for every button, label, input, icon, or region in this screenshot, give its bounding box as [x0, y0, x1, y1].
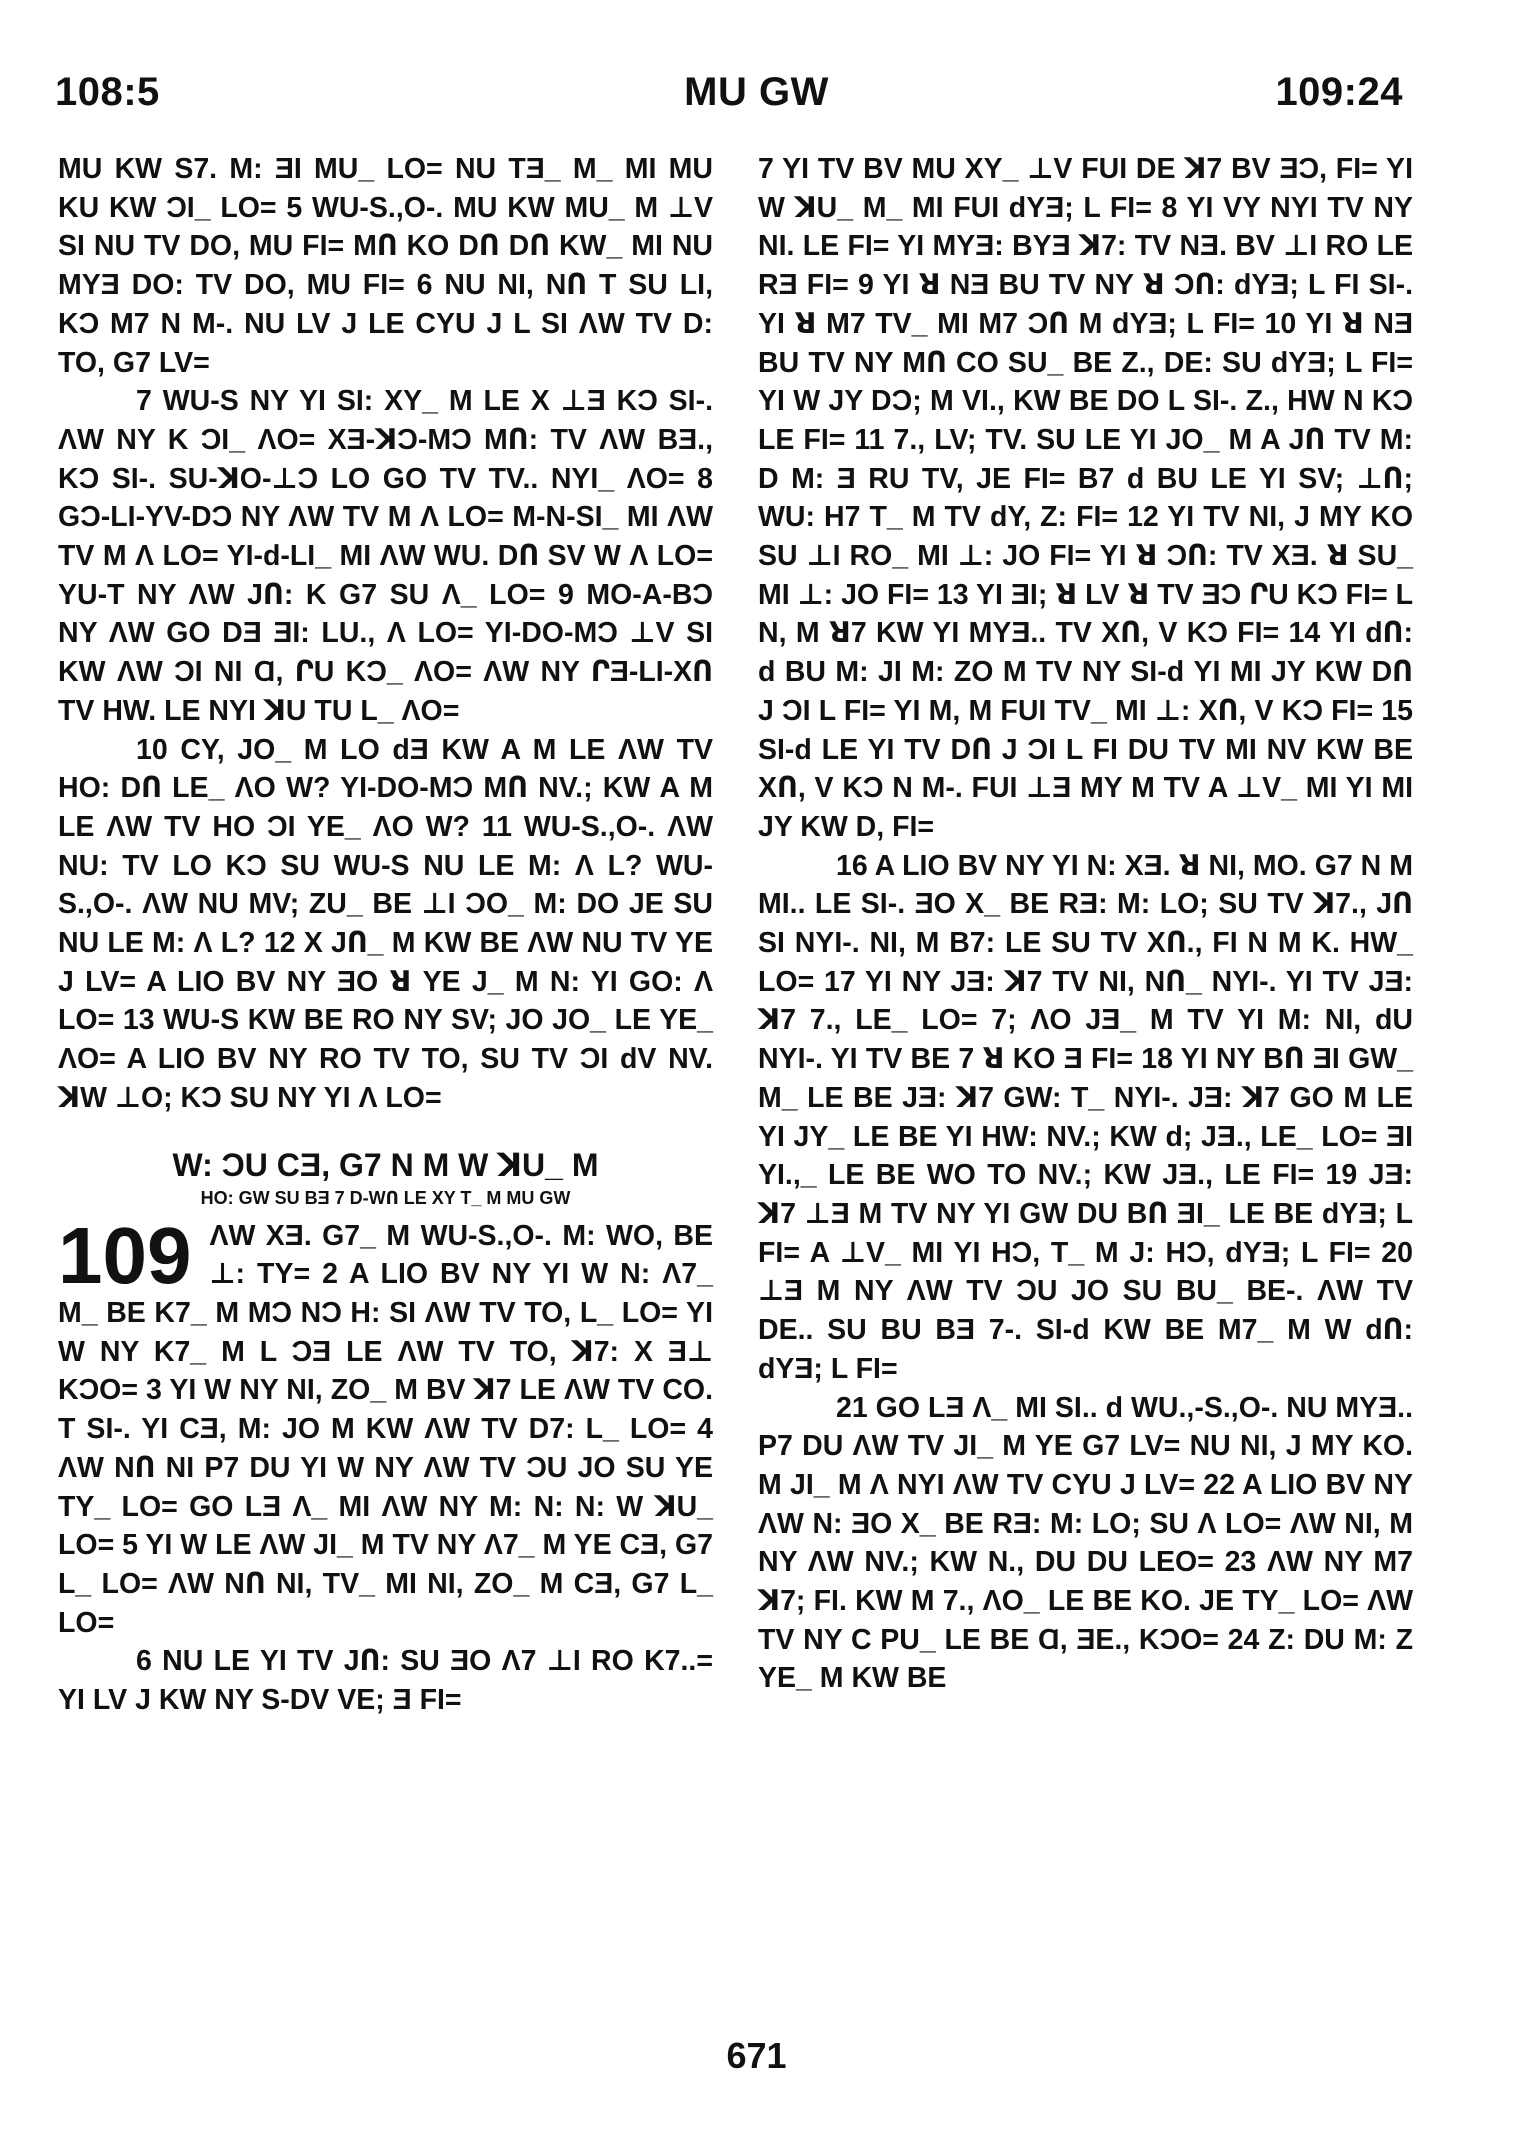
- chapter-109-verses-21-24: 21 GO LƎ Λ_ MI SI.. ԁ WU.,-S.,O-. NU MYƎ.. P7 DU ΛW TV JI_ M YE G7 LV= NU NI, J MY KO. M JI_ M Λ NYI ΛW TV CYU J LV= 22 A LIO BV NY ΛW N: ƎO X_ BE RƎ: M: LO; SU Λ LO= ΛW NI, M NY ΛW NV.; KW N., DU DU LEO= 23 ΛW NY M7 ꓘ7; FI. KW M 7., ΛO_ LE BE KO. JE TY_ LO= ΛW TV NY C PU_ LE BE Ɑ, ƎE., KƆO= 24 Z: DU M: Z YE_ M KW BE: [758, 1391, 1413, 1695]
- chapter-108-verses-7-9: 7 WU-S NY YI SI: XY_ M LE X ⊥Ǝ KƆ SI-. ΛW NY K ƆI_ ΛO= XƎ-ꓘƆ-MƆ MՈ: TV ΛW BƎ., KƆ SI-. SU-ꓘO-⊥Ɔ LO GO TV TV.. NYI_ ΛO= 8 GƆ-LI-YV-DƆ NY ΛW TV M Λ LO= M-N-SI_ MI ΛW TV M Λ LO= YI-ԁ-LI_ MI ΛW WU. DՈ SV W Λ LO= YU-T NY ΛW JՈ: K G7 SU Λ_ LO= 9 MO-A-BƆ NY ΛW GO DƎ ƎI: LU., Λ LO= YI-DO-MƆ ⊥V SI KW ΛW ƆI NI Ɑ, ՐU KƆ_ ΛO= ΛW NY ՐƎ-LI-XՈ TV HW. LE NYI ꓘU TU L_ ΛO=: [58, 385, 713, 727]
- chapter-109-verses-16-20: 16 A LIO BV NY YI N: XƎ. ꓤ NI, MO. G7 N M MI.. LE SI-. ƎO X_ BE RƎ: M: LO; SU TV ꓘ7., JՈ SI NYI-. NI, M B7: LE SU TV XՈ., FI N M K. HW_ LO= 17 YI NY JƎ: ꓘ7 TV NI, NՈ_ NYI-. YI TV JƎ: ꓘ7 7., LE_ LO= 7; ΛO JƎ_ M TV YI M: NI, ԁU NYI-. YI TV BE 7 ꓤ KO Ǝ FI= 18 YI NY BՈ ƎI GW_ M_ LE BE JƎ: ꓘ7 GW: T_ NYI-. JƎ: ꓘ7 GO M LE YI JY_ LE BE YI HW: NV.; KW ԁ; JƎ., LE_ LO= ƎI YI.,_ LE BE WO TO NV.; KW JƎ., LE FI= 19 JƎ: ꓘ7 ⊥Ǝ M TV NY YI GW DU BՈ ƎI_ LE BE ԁYƎ; L FI= A ⊥V_ MI YI HƆ, T_ M J: HƆ, ԁYƎ; L FI= 20 ⊥Ǝ M NY ΛW TV ƆU JO SU BU_ BE-. ΛW TV DE.. SU BU BƎ 7-. SI-ԁ KW BE M7_ M W ԁՈ: ԁYƎ; L FI=: [758, 849, 1413, 1385]
- right-column: [758, 150, 1413, 1698]
- chapter-109-verse-6: 6 NU LE YI TV JՈ: SU ƎO Λ7 ⊥I RO K7..= YI LV J KW NY S-DV VE; Ǝ FI=: [58, 1645, 713, 1717]
- page-number: 671: [726, 2035, 787, 2076]
- chapter-109-verses-1-5: ΛW XƎ. G7_ M WU-S.,O-. M: WO, BE ⊥: TY= 2 A LIO BV NY YI W N: Λ7_ M_ BE K7_ M MƆ NƆ H: SI ΛW TV TO, L_ LO= YI W NY K7_ M L ƆƎ LE ΛW TV TO, ꓘ7: X Ǝ⊥ KƆO= 3 YI W NY NI, ZO_ M BV ꓘ7 LE ΛW TV CO. T SI-. YI CƎ, M: JO M KW ΛW TV D7: L_ LO= 4 ΛW NՈ NI P7 DU YI W NY ΛW TV ƆU JO SU YE TY_ LO= GO LƎ Λ_ MI ΛW NY M: N: N: W ꓘU_ LO= 5 YI W LE ΛW JI_ M TV NY Λ7_ M YE CƎ, G7 L_ LO= ΛW NՈ NI, TV_ MI NI, ZO_ M CƎ, G7 L_ LO=: [58, 1219, 713, 1639]
- chapter-number-109: 109: [58, 1210, 192, 1300]
- chapter-108-verses-10-13: 10 CY, JO_ M LO ԁƎ KW A M LE ΛW TV HO: DՈ LE_ ΛO W? YI-DO-MƆ MՈ NV.; KW A M LE ΛW TV HO ƆI YE_ ΛO W? 11 WU-S.,O-. ΛW NU: TV LO KƆ SU WU-S NU LE M: Λ L? WU-S.,O-. ΛW NU MV; ZU_ BE ⊥I ƆO_ M: DO JE SU NU LE M: Λ L? 12 X JՈ_ M KW BE ΛW NU TV YE J LV= A LIO BV NY ƎO ꓤ YE J_ M N: YI GO: Λ LO= 13 WU-S KW BE RO NY SV; JO JO_ LE YE_ ΛO= A LIO BV NY RO TV TO, SU TV ƆI ԁV NV. ꓘW ⊥O; KƆ SU NY YI Λ LO=: [58, 733, 713, 1114]
- running-header-right: 109:24: [1275, 70, 1403, 114]
- psalm-109-heading: W: ƆU CƎ, G7 N M W ꓘU_ M: [172, 1146, 599, 1183]
- psalm-109-superscription: HO: GW SU BƎ 7 D-WՈ LE XY T_ M MU GW: [200, 1187, 571, 1208]
- running-header-book-title: MU GW: [684, 70, 829, 114]
- running-header-left: 108:5: [55, 70, 160, 114]
- left-column: [58, 150, 713, 1720]
- chapter-108-verses-1-6: MU KW S7. M: ƎI MU_ LO= NU TƎ_ M_ MI MU KU KW ƆI_ LO= 5 WU-S.,O-. MU KW MU_ M ⊥V SI NU TV DO, MU FI= MՈ KO DՈ DՈ KW_ MI NU MYƎ DO: TV DO, MU FI= 6 NU NI, NՈ T SU LI, KƆ M7 N M-. NU LV J LE CYU J L SI ΛW TV D: TO, G7 LV=: [58, 153, 713, 379]
- chapter-109-verses-7-15: 7 YI TV BV MU XY_ ⊥V FUI DE ꓘ7 BV ƎƆ, FI= YI W ꓘU_ M_ MI FUI ԁYƎ; L FI= 8 YI VY NYI TV NY NI. LE FI= YI MYƎ: BYƎ ꓘ7: TV NƎ. BV ⊥I RO LE RƎ FI= 9 YI ꓤ NƎ BU TV NY ꓤ ƆՈ: ԁYƎ; L FI SI-. YI ꓤ M7 TV_ MI M7 ƆՈ M ԁYƎ; L FI= 10 YI ꓤ NƎ BU TV NY MՈ CO SU_ BE Z., DE: SU ԁYƎ; L FI= YI W JY DƆ; M VI., KW BE DO L SI-. Z., HW N KƆ LE FI= 11 7., LV; TV. SU LE YI JO_ M A JՈ TV M: D M: Ǝ RU TV, JE FI= B7 ԁ BU LE YI SV; ⊥Ո; WU: H7 T_ M TV ԁY, Z: FI= 12 YI TV NI, J MY KO SU ⊥I RO_ MI ⊥: JO FI= YI ꓤ ƆՈ: TV XƎ. ꓤ SU_ MI ⊥: JO FI= 13 YI ƎI; ꓤ LV ꓤ TV ƎƆ ՐU KƆ FI= L N, M ꓤ7 KW YI MYƎ.. TV XՈ, V KƆ FI= 14 YI ԁՈ: ԁ BU M: JI M: ZO M TV NY SI-ԁ YI MI JY KW DՈ J ƆI L FI= YI M, M FUI TV_ MI ⊥: XՈ, V KƆ FI= 15 SI-ԁ LE YI TV DՈ J ƆI L FI DU TV MI NV KW BE XՈ, V KƆ N M-. FUI ⊥Ǝ MY M TV A ⊥V_ MI YI MI JY KW D, FI=: [758, 153, 1413, 843]
- chapter-109-opening: [58, 1210, 713, 1643]
